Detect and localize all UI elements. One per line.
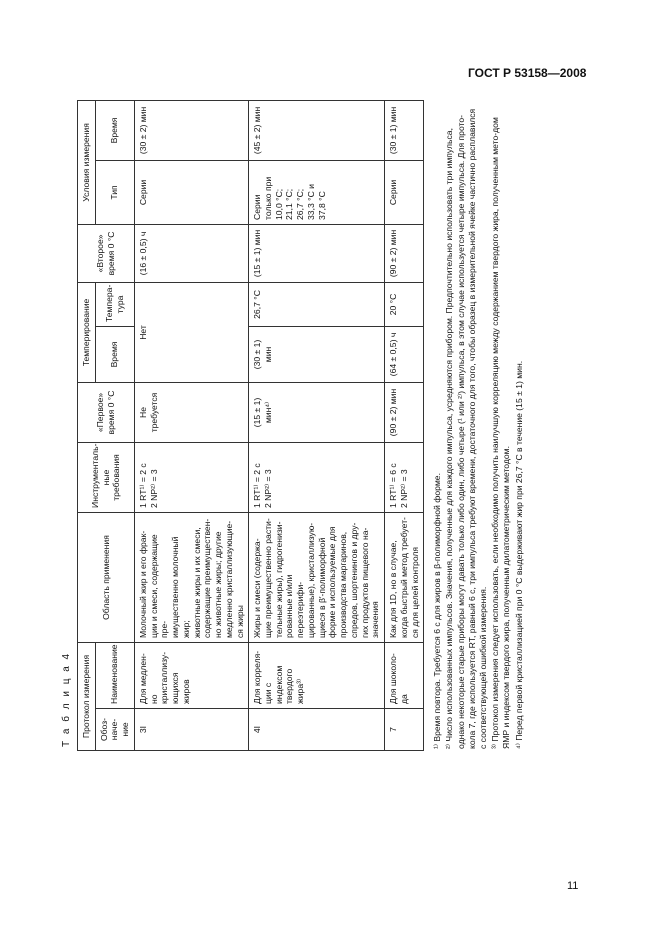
- cell-designation: 4I: [249, 709, 385, 751]
- header-application: Область применения: [78, 512, 135, 642]
- header-protocol: Протокол измерения: [78, 642, 96, 750]
- cell-tempering-time: (30 ± 1) мин: [249, 326, 385, 382]
- cell-instrument: 1 RT¹⁾ = 2 с 2 NP²⁾ = 3: [249, 442, 385, 512]
- header-tempering: Темперирование: [78, 282, 96, 382]
- header-conditions: Условия измерения: [78, 100, 96, 224]
- cell-first-zero-time: (15 ± 1) мин⁴⁾: [249, 382, 385, 442]
- cell-tempering-temperature: 20 °С: [385, 282, 424, 326]
- cell-first-zero-time: Не требуется: [134, 382, 248, 442]
- footnote-1: ¹⁾ Время повтора. Требуется 6 с для жиров в β-полиморфной форме.: [432, 473, 443, 749]
- table-row: [385, 100, 424, 750]
- table-footnotes: [432, 101, 524, 751]
- footnote-4: ⁴⁾ Перед первой кристаллизацией при 0 °С выдерживают жир при 26,7 °С в течение (15 ± 1) мин.: [513, 360, 524, 749]
- cell-designation: 7: [385, 709, 424, 751]
- header-condition-time: Время: [95, 100, 134, 160]
- header-designation: Обоз- наче- ние: [95, 709, 134, 751]
- page-number: 11: [567, 880, 579, 892]
- header-tempering-temperature: Темпера- тура: [95, 282, 134, 326]
- table-row: [134, 100, 248, 750]
- header-tempering-time: Время: [95, 326, 134, 382]
- table-row: [249, 100, 385, 750]
- table-caption: Т а б л и ц а 4: [61, 651, 72, 747]
- footnote-3: ³⁾ Протокол измерения следует использовать, если необходимо получить наилучшую корреляцию между содержанием твердого жира, полученным мето-дом ЯМР и индексом твердого жира, полученным дилатометрическим методом.: [490, 117, 512, 749]
- cell-name: Для шоколо- да: [385, 642, 424, 708]
- cell-time: (30 ± 2) мин: [134, 100, 248, 160]
- cell-name: Для корреля- ции с индексом твердого жира³⁾: [249, 642, 385, 708]
- cell-designation: 3I: [134, 709, 248, 751]
- cell-instrument: 1 RT¹⁾ = 2 с 2 NP²⁾ = 3: [134, 442, 248, 512]
- cell-second-zero-time: (90 ± 2) мин: [385, 224, 424, 282]
- footnote-2: ²⁾ Число использованных импульсов. Значения, полученные для каждого импульса, усредняются прибором. Предпочтительно использовать три импульса, однако некоторые старые приборы могут давать только либо один, либо четыре (¹ или ²⁾) импульса, в этом случае используется четыре импульса. Для прото-кола 7, где используется RT, равный 6 с, три импульса требуют времени, достаточного для того, чтобы образец в измерительной ячейке частично расплавился с соответствующей ошибкой измерения.: [444, 108, 488, 749]
- header-name: Наименование: [95, 642, 134, 708]
- cell-name: Для медлен- но кристаллизу- ющихся жиров: [134, 642, 248, 708]
- cell-tempering: Нет: [134, 282, 248, 382]
- cell-second-zero-time: (16 ± 0,5) ч: [134, 224, 248, 282]
- cell-first-zero-time: (90 ± 2) мин: [385, 382, 424, 442]
- cell-application: Как для 1D, но в случае, когда быстрый метод требует- ся для целей контроля: [385, 512, 424, 642]
- cell-time: (30 ± 1) мин: [385, 100, 424, 160]
- header-second-zero-time: «Второе» время 0 °С: [78, 224, 135, 282]
- cell-tempering-time: (64 ± 0,5) ч: [385, 326, 424, 382]
- rotated-table-block: [61, 101, 599, 751]
- cell-tempering-temperature: 26,7 °С: [249, 282, 385, 326]
- standard-header: ГОСТ Р 53158—2008: [468, 66, 587, 80]
- cell-application: Молочный жир и его фрак- ции и смеси, содержащие пре- имущественно молочный жир; животные жиры и их смеси, содержащие преимуществен- но животные жиры; другие медленно кристаллизующие- ся жиры: [134, 512, 248, 642]
- header-type: Тип: [95, 160, 134, 224]
- cell-type: Серии: [385, 160, 424, 224]
- cell-second-zero-time: (15 ± 1) мин: [249, 224, 385, 282]
- header-first-zero-time: «Первое» время 0 °С: [78, 382, 135, 442]
- header-instrument: Инструменталь- ные требования: [78, 442, 135, 512]
- measurement-protocol-table: [77, 100, 424, 751]
- cell-type: Серии только при 10,0 °С; 21,1 °С; 26,7 °С; 33,3 °С и 37,8 °С: [249, 160, 385, 224]
- cell-time: (45 ± 2) мин: [249, 100, 385, 160]
- cell-instrument: 1 RT¹⁾ = 6 с 2 NP²⁾ = 3: [385, 442, 424, 512]
- cell-application: Жиры и смеси (содержа- щие преимущественно расти- тельные жиры), гидрогенизи- рованные и/или переэтерифи- цированные), кристаллизую- щиеся в β′-полиморфной форме и используемые для производства маргаринов, спредов, шортенингов и дру- гих продуктов пищевого на- значения: [249, 512, 385, 642]
- cell-type: Серии: [134, 160, 248, 224]
